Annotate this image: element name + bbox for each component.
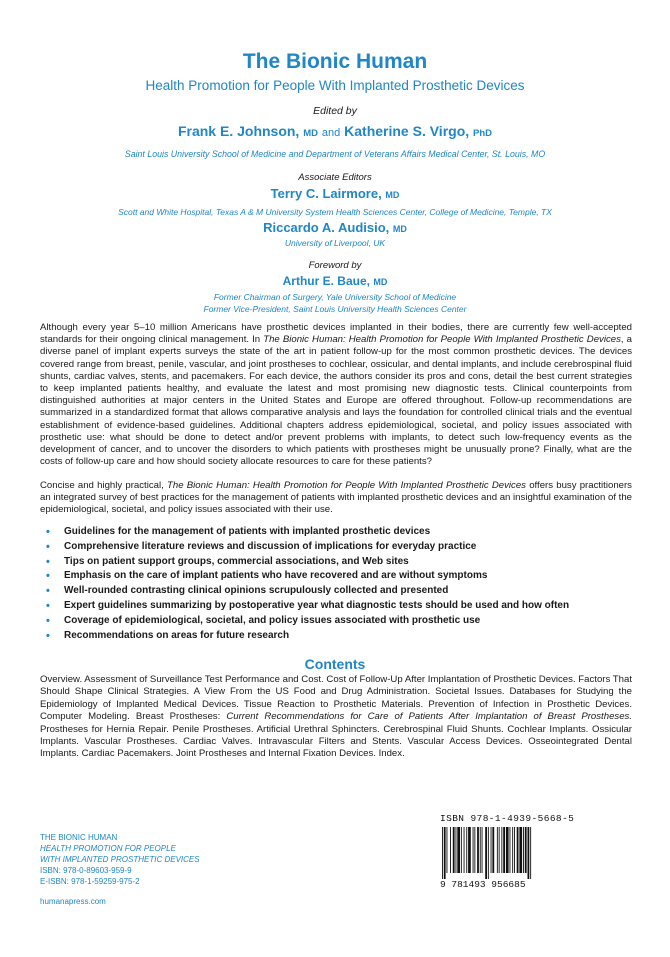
list-item [40,555,640,570]
feature-list [40,525,640,643]
footer-eisbn: E-ISBN: 978-1-59259-975-2 [40,877,140,886]
list-item-text: Well-rounded contrasting clinical opinions scrupulously collected and presented [64,585,449,597]
p2-text-b: offers busy practitioners an integrated survey of best practices for the management of patients with implanted prosthetic devices and an insightful examination of the epidemiological, societal, and policy issues associated with their use. [40,480,632,516]
bullet-icon: • [46,585,50,598]
p1-book-title: The Bionic Human: Health Promotion for People With Implanted Prosthetic Devices [263,334,621,346]
bullet-icon: • [46,599,50,612]
contents-text-em: Current Recommendations for Care of Patients After Implantation of Breast Prostheses. [226,711,632,723]
description-paragraph-1 [40,322,632,468]
bullet-icon: • [46,570,50,583]
barcode-image [440,827,580,879]
editor-1-name: Frank E. Johnson, [177,123,300,139]
footer-website-link[interactable]: humanapress.com [40,897,106,906]
editor-1-degree: MD [303,128,318,139]
bullet-icon: • [46,629,50,642]
list-item-text: Tips on patient support groups, commercial associations, and Web sites [64,555,409,567]
bullet-icon: • [46,526,50,538]
editors-affiliation: Saint Louis University School of Medicine and Department of Veterans Affairs Medical Center, St. Louis, MO [124,149,546,159]
footer-title: THE BIONIC HUMAN [40,833,118,842]
list-item [40,584,640,599]
footer-isbn: ISBN: 978-0-89603-959-9 [40,866,132,875]
contents-text-a: Overview. Assessment of Surveillance Test Performance and Cost. Cost of Follow-Up After Implantation of Prosthetic Devices. Factors That Should Shape Clinical Strategies. A View From the US Food and Drug Administration. Societal Issues. Databases for Studying the Epidemiology of Implanted Medical Devices. Tissue Reaction to Prosthetic Materials. Prevention of Infection in Prosthetic Devices. Computer Modeling. Breast Prostheses: [40,674,632,723]
assoc-2-name: Riccardo A. Audisio, [263,220,390,235]
list-item [40,629,640,644]
editor-2-name: Katherine S. Virgo, [344,123,470,139]
list-item-text: Expert guidelines summarizing by postoperative year what diagnostic tests should be used and how often [64,599,570,611]
description-paragraph-2 [40,480,632,517]
foreword-affiliation-2: Former Vice-President, Saint Louis University Health Sciences Center [203,304,467,314]
foreword-author-name: Arthur E. Baue, [282,274,370,288]
associate-editor-2 [0,220,670,235]
edited-by-label: Edited by [313,105,357,117]
p1-text-a: Although every year 5–10 million Americans have prosthetic devices implanted in their bodies, there are currently few well-accepted standards for their ongoing clinical management. In [40,322,632,346]
list-item-text: Comprehensive literature reviews and discussion of implications for everyday practice [64,540,477,552]
list-item [40,569,640,584]
assoc-2-degree: MD [392,224,407,234]
foreword-label: Foreword by [308,260,362,271]
assoc-1-degree: MD [385,190,400,200]
book-subtitle: Health Promotion for People With Implanted Prosthetic Devices [145,78,525,93]
foreword-author-degree: MD [373,277,388,287]
list-item [40,599,640,614]
p2-book-title: The Bionic Human: Health Promotion for People With Implanted Prosthetic Devices [167,480,526,491]
list-item-text: Recommendations on areas for future research [64,629,290,641]
p2-text-a: Concise and highly practical, [40,480,167,491]
contents-text-b: Prostheses for Hernia Repair. Penile Prostheses. Artificial Urethral Sphincters. Cerebrospinal Fluid Shunts. Cochlear Implants. Ossicular Implants. Vascular Prostheses. Cardiac Valves. Intravascular Filters and Stents. Vascular Access Devices. Osseointegrated Dental Implants. Cardiac Pacemakers. Joint Prostheses and Internal Fixation Devices. Index. [40,723,632,760]
list-item-text: Emphasis on the care of implant patients who have recovered and are without symptoms [64,570,488,582]
barcode-isbn-label: ISBN 978-1-4939-5668-5 [440,813,575,824]
editor-2-degree: PhD [473,128,493,139]
foreword-affiliation-1: Former Chairman of Surgery, Yale University School of Medicine [213,292,457,302]
associate-editors-label: Associate Editors [298,172,372,183]
footer-info [40,832,200,907]
list-item [40,525,640,540]
list-item [40,614,640,629]
assoc-2-affiliation: University of Liverpool, UK [284,238,386,248]
editors-and: and [321,127,341,139]
list-item-text: Guidelines for the management of patients with implanted prosthetic devices [64,526,431,537]
barcode-digits: 9 781493 956685 [440,879,526,890]
bullet-icon: • [46,540,50,553]
barcode-block [440,813,590,890]
list-item-text: Coverage of epidemiological, societal, and policy issues associated with prosthetic use [64,614,481,626]
assoc-1-name: Terry C. Lairmore, [270,186,382,201]
footer-subtitle-2: WITH IMPLANTED PROSTHETIC DEVICES [40,855,200,864]
contents-heading: Contents [304,656,366,672]
bullet-icon: • [46,555,50,568]
bullet-icon: • [46,614,50,627]
associate-editor-1 [0,186,670,201]
book-title: The Bionic Human [242,50,428,73]
footer-subtitle-1: HEALTH PROMOTION FOR PEOPLE [40,844,176,853]
p1-text-b: , a diverse panel of implant experts surveys the state of the art in patient follow-up for the most common prosthetic devices. The devices covered range from breast, penile, vascular, and joint prostheses to cochlear, ossicular, and dental implants, and include cerebrospinal fluid shunts, cardiac valves, stents, and pacemakers. For each device, the authors consider its pros and cons, detail the best current strategies to keep implanted patients healthy, and evaluate the latest and most promising new diagnostic tests. Clinical counterpoints from distinguished authorities at major centers in the United States and Europe are offered throughout. Follow-up recommendations are summarized in a standardized format that allows comparative analysis and lays the foundation for controlled clinical trials and the eventual establishment of evidence-based guidelines. Additional chapters address epidemiological, societal, and policy issues associated with prosthetic use: what should be done to detect and/or prevent problems with implants, to detect such low-frequency events as the development of cancer, and to uncover the disorders to which patients with prostheses might be unusually prone? Finally, what are the costs of follow-up care and how should society allocate resources to care for these patients? [40,334,632,468]
editors-line [0,123,670,139]
list-item [40,540,640,555]
foreword-author [0,274,670,288]
contents-text [40,674,632,761]
assoc-1-affiliation: Scott and White Hospital, Texas A & M University System Health Sciences Center, College of Medicine, Temple, TX [118,207,552,217]
